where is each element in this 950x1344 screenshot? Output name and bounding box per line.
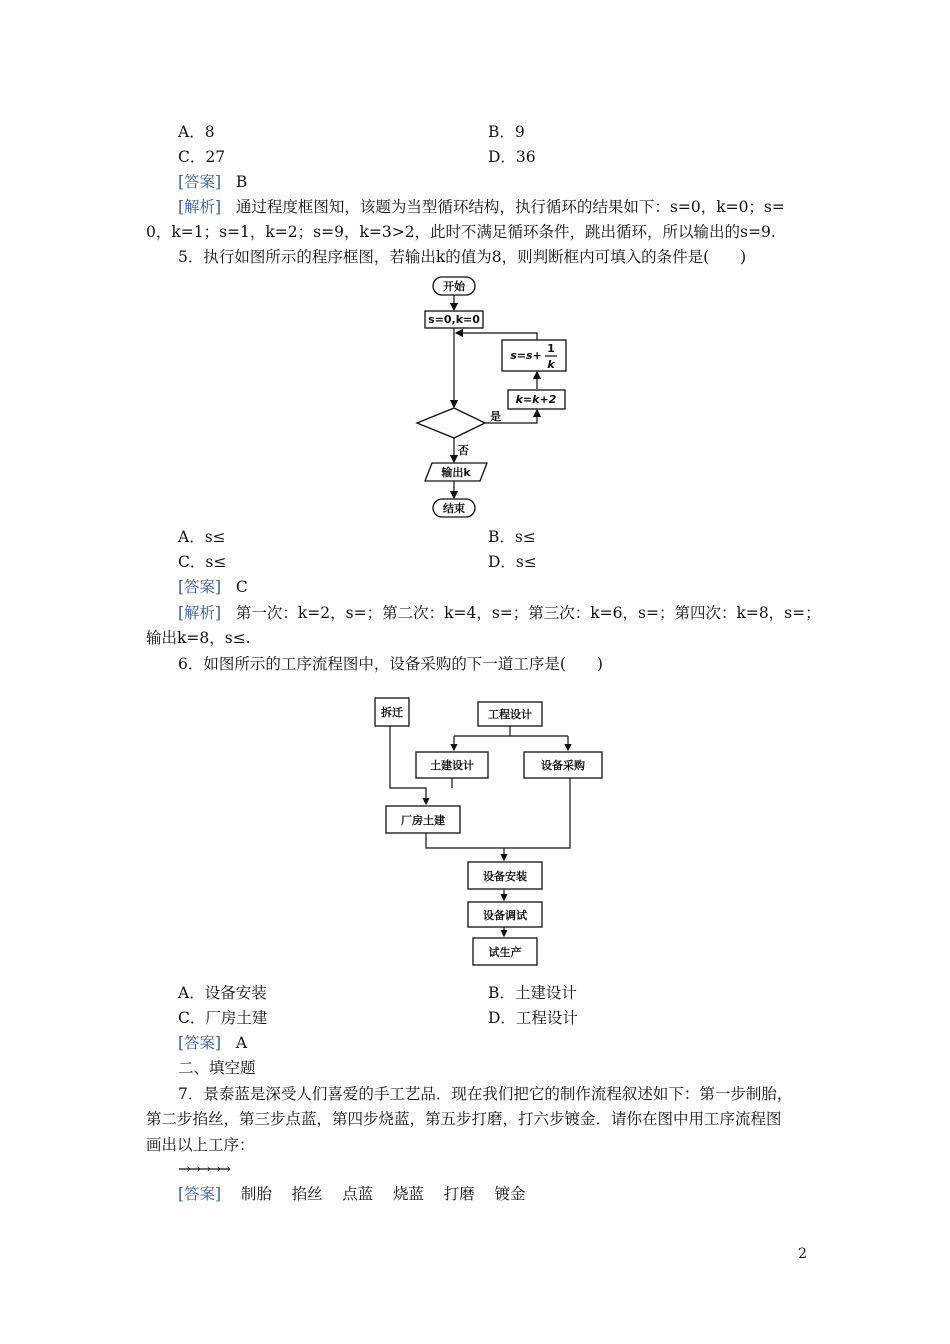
step-3: 点蓝 <box>342 1185 374 1203</box>
step-6: 镀金 <box>494 1185 526 1203</box>
q7-answer <box>178 1184 526 1204</box>
q7-line3: 画出以上工序： <box>146 1136 255 1154</box>
q5-analysis-line2: 输出k=8，s≤. <box>146 629 251 647</box>
frac-num: 1 <box>547 342 555 355</box>
q5-option-c: C．s≤ <box>178 553 227 571</box>
analysis-text: 第一次：k=2，s=；第二次：k=4，s=；第三次：k=6，s=；第四次：k=8，s=； <box>235 604 821 622</box>
q6-option-d: D．工程设计 <box>488 1009 578 1027</box>
q4-option-c: C．27 <box>178 148 226 166</box>
q6-option-b: B．土建设计 <box>488 984 577 1002</box>
analysis-tag: [解析] <box>178 198 222 216</box>
q7-line1: 7．景泰蓝是深受人们喜爱的手工艺品．现在我们把它的制作流程叙述如下：第一步制胎， <box>178 1085 793 1103</box>
answer-tag: [答案] <box>178 578 222 596</box>
step-5: 打磨 <box>443 1185 475 1203</box>
engineering-label: 工程设计 <box>488 708 532 721</box>
update-k-label: k=k+2 <box>515 393 557 406</box>
step-1: 制胎 <box>240 1185 272 1203</box>
page-number: 2 <box>798 1246 807 1262</box>
q5-analysis-line1 <box>178 603 821 623</box>
answer-tag: [答案] <box>178 173 222 191</box>
end-label: 结束 <box>443 502 465 515</box>
q4-option-b: B．9 <box>488 123 525 141</box>
yes-label: 是 <box>490 410 501 423</box>
civil-design-label: 土建设计 <box>430 759 474 772</box>
plant-label: 厂房土建 <box>401 814 445 827</box>
q7-line2: 第二步掐丝，第三步点蓝，第四步烧蓝，第五步打磨，打六步镀金．请你在图中用工序流程图 <box>146 1110 782 1128</box>
q4-analysis-line2: 0，k=1；s=1，k=2；s=9，k=3>2，此时不满足循环条件，跳出循环，所以输出的s=9. <box>146 223 776 241</box>
update-s-label: s=s+ <box>510 349 542 362</box>
decision-diamond <box>417 408 485 438</box>
q6-option-c: C．厂房土建 <box>178 1009 268 1027</box>
answer-tag: [答案] <box>178 1034 222 1052</box>
q4-analysis-line1 <box>178 197 785 217</box>
no-label: 否 <box>458 444 469 457</box>
answer-value: B <box>235 173 248 191</box>
answer-tag: [答案] <box>178 1185 222 1203</box>
step-4: 烧蓝 <box>393 1185 425 1203</box>
analysis-text: 通过程度框图知，该题为当型循环结构，执行循环的结果如下：s=0，k=0；s= <box>235 198 785 216</box>
q5-option-a: A．s≤ <box>178 528 226 546</box>
analysis-tag: [解析] <box>178 604 222 622</box>
q5-stem: 5．执行如图所示的程序框图，若输出k的值为8，则判断框内可填入的条件是( ) <box>178 248 747 266</box>
q5-answer <box>178 577 248 597</box>
q7-arrows: →→→→→ <box>178 1160 228 1178</box>
section-heading: 二、填空题 <box>178 1059 256 1077</box>
q6-process-diagram <box>368 690 618 972</box>
frac-den: k <box>547 358 555 371</box>
step-2: 掐丝 <box>291 1185 323 1203</box>
init-label: s=0,k=0 <box>428 313 480 326</box>
q4-option-a: A．8 <box>178 123 215 141</box>
q6-stem: 6．如图所示的工序流程图中，设备采购的下一道工序是( ) <box>178 655 603 673</box>
demolish-label: 拆迁 <box>381 706 403 719</box>
q6-option-a: A．设备安装 <box>178 984 267 1002</box>
q4-option-d: D．36 <box>488 148 536 166</box>
purchase-label: 设备采购 <box>541 759 585 772</box>
answer-value: C <box>235 578 248 596</box>
q5-flowchart <box>410 272 580 522</box>
answer-value: A <box>235 1034 248 1052</box>
trial-label: 试生产 <box>488 946 522 959</box>
q4-answer <box>178 172 247 192</box>
q5-option-b: B．s≤ <box>488 528 536 546</box>
start-label: 开始 <box>443 280 465 293</box>
q6-answer <box>178 1033 247 1053</box>
output-label: 输出k <box>441 466 471 479</box>
install-label: 设备安装 <box>483 870 527 883</box>
debug-label: 设备调试 <box>483 909 527 922</box>
q5-option-d: D．s≤ <box>488 553 537 571</box>
